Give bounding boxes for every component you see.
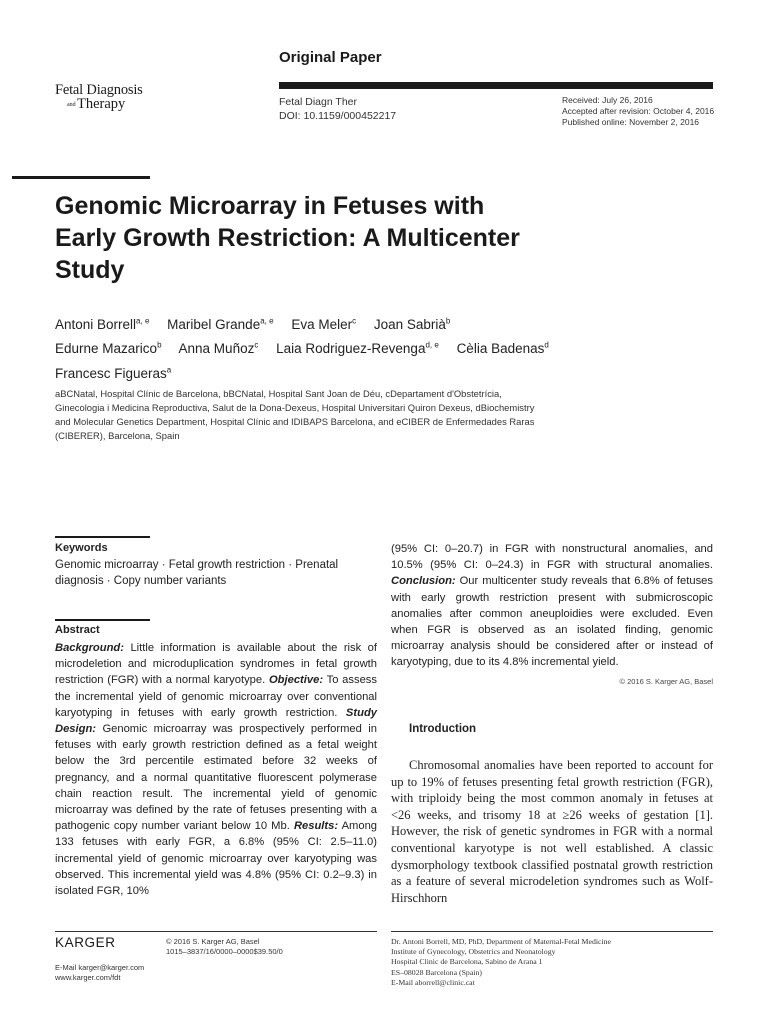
conclusion-label: Conclusion: — [391, 575, 456, 588]
journal-name: Fetal Diagn Ther — [279, 96, 358, 108]
correspondence-email[interactable]: E-Mail aborrell@clinic.cat — [391, 977, 475, 987]
publisher-website[interactable]: www.karger.com/fdt — [55, 973, 121, 982]
keywords-rule — [55, 536, 150, 538]
title-line: Genomic Microarray in Fetuses with — [55, 192, 485, 220]
objective-label: Objective: — [268, 674, 324, 687]
title-rule — [12, 176, 150, 179]
publisher-email[interactable]: E-Mail karger@karger.com — [55, 963, 145, 972]
journal-logo — [55, 83, 143, 111]
doi[interactable]: DOI: 10.1159/000452217 — [279, 110, 397, 122]
accepted-date: Accepted after revision: October 4, 2016 — [562, 106, 715, 116]
publication-dates — [562, 95, 714, 128]
affiliation-line: (CIBERER), Barcelona, Spain — [55, 430, 180, 441]
publisher-contact — [55, 963, 144, 983]
abstract-heading: Abstract — [55, 624, 100, 636]
publisher-copyright: © 2016 S. Karger AG, Basel 1015–3837/16/0000–0000$39.50/0 — [166, 937, 283, 956]
affiliation-line: Ginecologia i Medicina Reproductiva, Salut de la Dona-Dexeus, Hospital Universitari Quiron Dexeus, dBiochemistry — [55, 402, 535, 413]
title-line: Early Growth Restriction: A Multicenter — [55, 224, 520, 252]
affiliations — [55, 387, 715, 443]
received-date: Received: July 26, 2016 — [562, 95, 653, 105]
author: Francesc Figueras$^a$ — [55, 365, 172, 381]
author: Maribel Grande$^{a, e}$ — [167, 316, 274, 332]
background-label: Background: — [55, 642, 124, 654]
paper-title — [55, 190, 615, 286]
header-bar — [279, 82, 713, 89]
footer-rule — [391, 931, 713, 932]
abstract-rule — [55, 619, 150, 621]
journal-logo-therapy: Therapy — [77, 96, 126, 112]
title-line: Study — [55, 256, 125, 284]
journal-info — [279, 95, 396, 123]
correspondence: Dr. Antoni Borrell, MD, PhD, Department of Maternal-Fetal Medicine Institute of Gynecology, Obstetrics and Neonatology Hospital Clinic de Barcelona, Sabino de Arana 1 ES–08028 Barcelona (Spain) E-Mail aborrell@clinic.cat — [391, 937, 611, 987]
journal-logo-and: and — [67, 102, 76, 108]
author: Eva Meler$^c$ — [291, 316, 357, 332]
footer-rule — [55, 931, 377, 932]
introduction-text: Chromosomal anomalies have been reported to account for up to 19% of fetuses presenting fetal growth restriction (FGR), with triploidy being the most common anomaly in fetuses at <26 weeks, and trisomy 18 at ≥26 weeks of gestation [1]. However, the risk of genetic syndromes in FGR with a normal conventional karyotype is not well established. A classic dysmorphology textbook classified postnatal growth restriction as a feature of several microdeletion syndromes such as Wolf-Hirschhorn — [391, 758, 713, 905]
publisher-logo: KARGER — [55, 935, 116, 950]
journal-logo-line1: Fetal Diagnosis — [55, 82, 143, 98]
author: Antoni Borrell$^{a, e}$ — [55, 316, 150, 332]
journal-logo-line2 — [55, 97, 143, 111]
author-list — [55, 310, 715, 384]
author: Anna Muñoz$^c$ — [178, 340, 259, 356]
keywords-text: Genomic microarray · Fetal growth restriction · Prenatal diagnosis · Copy number variants — [55, 559, 339, 587]
affiliation-line: and Molecular Genetics Department, Hospital Clínic and IDIBAPS Barcelona, and eCIBER de Enfermedades Raras — [55, 416, 535, 427]
affiliation-line: aBCNatal, Hospital Clínic de Barcelona, bBCNatal, Hospital Sant Joan de Déu, cDepartament d'Obstetrícia, — [55, 388, 502, 399]
abstract-copyright: © 2016 S. Karger AG, Basel — [619, 677, 713, 686]
author: Cèlia Badenas$^d$ — [456, 340, 549, 356]
abstract-continued: (95% CI: 0–20.7) in FGR with nonstructural anomalies, and 10.5% (95% CI: 0–24.3) in FGR with structural anomalies. Conclusion: Our multicenter study reveals that 6.8% of fetuses with early growth restriction present with submicroscopic anomalies after common aneuploidies were excluded. Even when FGR is observed as an isolated finding, genomic microarray analysis should be considered after or instead of karyotyping, due to its 4.8% incremental yield. — [391, 543, 713, 669]
results-label: Results: — [293, 820, 339, 833]
keywords-heading: Keywords — [55, 542, 108, 554]
design-label: Study Design: — [55, 706, 377, 736]
published-date: Published online: November 2, 2016 — [562, 117, 700, 127]
author: Edurne Mazarico$^b$ — [55, 340, 162, 356]
author: Joan Sabrià$^b$ — [373, 316, 451, 332]
abstract-text: Background: Little information is available about the risk of microdeletion and microduplication syndromes in fetal growth restriction (FGR) with a normal karyotype. Objective: To assess the incremental yield of genomic microarray over conventional karyotyping in fetuses with early growth restriction. Study Design: Genomic microarray was prospectively performed in fetuses with early growth restriction defined as a fetal weight below the 3rd percentile estimated before 32 weeks of pregnancy, and a normal quantitative fluorescent polymerase chain reaction result. The incremental yield of genomic microarray was defined by the rate of fetuses presenting with a pathogenic copy number variant below 10 Mb. Results: Among 133 fetuses with early FGR, a 6.8% (95% CI: 2.5–11.0) incremental yield of genomic microarray over karyotyping was observed. This incremental yield was 4.8% (95% CI: 0.2–9.3) in isolated FGR, 10% — [55, 642, 378, 898]
author: Laia Rodriguez-Revenga$^{d, e}$ — [276, 340, 439, 356]
introduction-heading: Introduction — [409, 723, 477, 735]
section-label: Original Paper — [279, 49, 382, 66]
